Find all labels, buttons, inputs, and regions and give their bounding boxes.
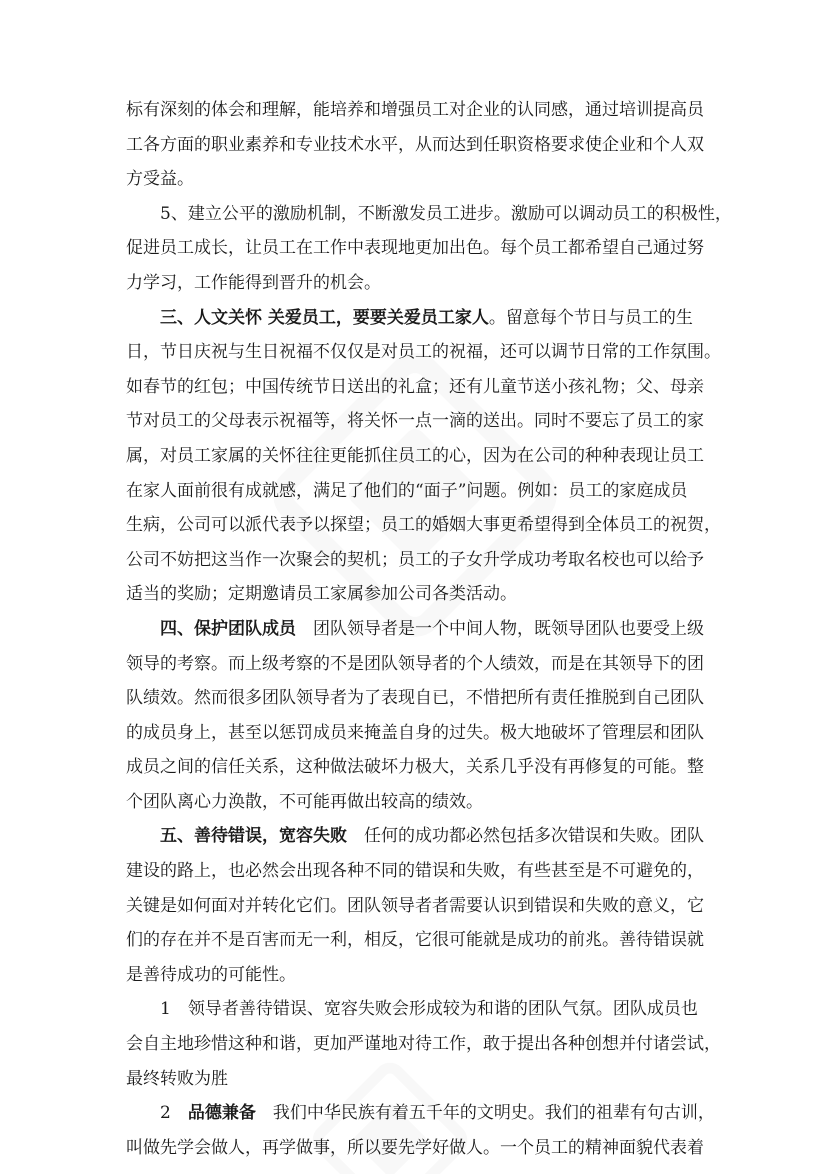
text-line: 生病，公司可以派代表予以探望；员工的婚姻大事更希望得到全体员工的祝贺， xyxy=(126,515,721,536)
text-line: 领导的考察。而上级考察的不是团队领导者的个人绩效，而是在其领导下的团 xyxy=(126,653,704,674)
text-line: 如春节的红包；中国传统节日送出的礼盒；还有儿童节送小孩礼物；父、母亲 xyxy=(126,376,704,397)
text-line: 标有深刻的体会和理解，能培养和增强员工对企业的认同感，通过培训提高员 xyxy=(126,100,704,120)
paragraph-humanistic-care xyxy=(126,301,721,612)
document-body xyxy=(126,93,732,1165)
text-line: 会自主地珍惜这种和谐，更加严谨地对待工作，敢于提出各种创想并付诸尝试， xyxy=(126,1034,721,1055)
text-line: 是善待成功的可能性。 xyxy=(126,964,296,985)
text-line xyxy=(126,301,706,336)
text-run: 任何的成功都必然包括多次错误和失败。团队 xyxy=(347,826,704,847)
text-line: 最终转败为胜 xyxy=(126,1068,228,1089)
text-line: 个团队离心力涣散，不可能再做出较高的绩效。 xyxy=(126,791,483,812)
section-heading: 四、保护团队成员 xyxy=(160,618,296,639)
text-line: 关键是如何面对并转化它们。团队领导者者需要认识到错误和失败的意义，它 xyxy=(126,895,704,916)
paragraph-point-1 xyxy=(126,992,721,1096)
section-heading: 三、人文关怀 关爱员工，要要关爱员工家人 xyxy=(160,307,489,328)
text-line: 队绩效。然而很多团队领导者为了表现自已，不惜把所有责任推脱到自己团队 xyxy=(126,688,704,709)
text-run: 团队领导者是一个中间人物，既领导团队也要受上级 xyxy=(296,618,704,639)
text-line: 5、建立公平的激励机制，不断激发员工进步。激励可以调动员工的积极性， xyxy=(160,203,732,224)
paragraph-incentive xyxy=(126,197,732,301)
text-line: 适当的奖励；定期邀请员工家属参加公司各类活动。 xyxy=(126,584,517,605)
text-line: 工各方面的职业素养和专业技术水平，从而达到任职资格要求使企业和个人双 xyxy=(126,134,704,155)
text-line: 属，对员工家属的关怀往往更能抓住员工的心，因为在公司的种种表现让员工 xyxy=(126,445,704,466)
text-line: 方受益。 xyxy=(126,169,194,190)
text-line: 们的存在并不是百害而无一利，相反，它很可能就是成功的前兆。善待错误就 xyxy=(126,930,704,951)
paragraph-training xyxy=(126,93,706,197)
text-line: 日，节日庆祝与生日祝福不仅仅是对员工的祝福，还可以调节日常的工作氛围。 xyxy=(126,342,721,363)
text-line: 成员之间的信任关系，这种做法破坏力极大，关系几乎没有再修复的可能。整 xyxy=(126,757,704,778)
list-number: 2 xyxy=(160,1103,188,1124)
text-run: 。留意每个节日与员工的生 xyxy=(488,307,693,328)
text-line: 力学习，工作能得到晋升的机会。 xyxy=(126,272,381,293)
paragraph-tolerate-failure xyxy=(126,819,706,992)
section-heading: 品德兼备 xyxy=(187,1103,256,1124)
text-line: 叫做先学会做人，再学做事，所以要先学好做人。一个员工的精神面貌代表着 xyxy=(126,1137,704,1158)
text-line xyxy=(126,1096,715,1131)
text-line: 节对员工的父母表示祝福等，将关怀一点一滴的送出。同时不要忘了员工的家 xyxy=(126,411,704,432)
paragraph-point-2 xyxy=(126,1096,715,1165)
text-line: 建设的路上，也必然会出现各种不同的错误和失败，有些甚至是不可避免的， xyxy=(126,861,704,882)
text-line: 的成员身上，甚至以惩罚成员来掩盖自身的过失。极大地破坏了管理层和团队 xyxy=(126,722,704,743)
text-line: 促进员工成长，让员工在工作中表现地更加出色。每个员工都希望自己通过努 xyxy=(126,238,704,259)
text-line xyxy=(126,612,706,647)
text-line: 1 领导者善待错误、宽容失败会形成较为和谐的团队气氛。团队成员也 xyxy=(160,999,698,1020)
text-line: 在家人面前很有成就感，满足了他们的“面子”问题。例如：员工的家庭成员 xyxy=(126,480,688,501)
text-line: 公司不妨把这当作一次聚会的契机；员工的子女升学成功考取名校也可以给予 xyxy=(126,549,704,570)
section-heading: 五、善待错误，宽容失败 xyxy=(160,826,347,847)
text-line xyxy=(126,819,706,854)
paragraph-protect-team xyxy=(126,612,706,820)
text-run: 我们中华民族有着五千年的文明史。我们的祖辈有句古训， xyxy=(255,1103,715,1124)
